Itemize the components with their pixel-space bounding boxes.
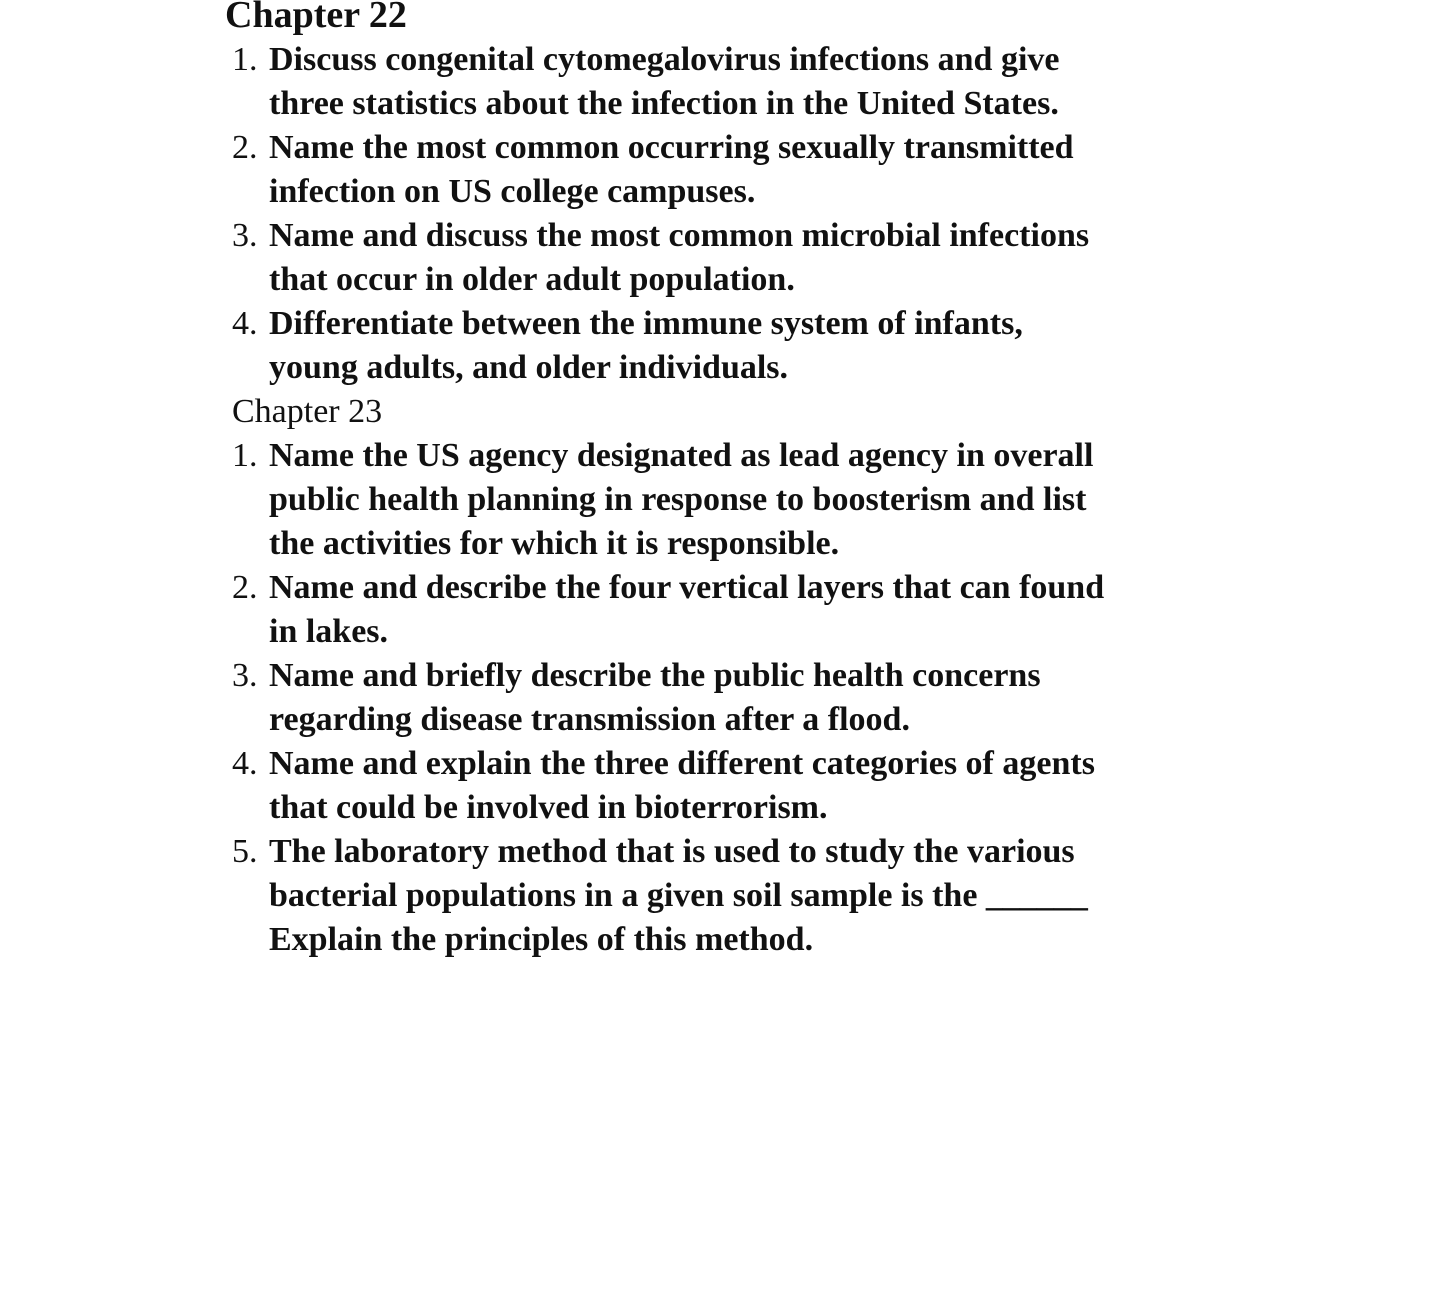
question-number: 1. <box>232 41 258 78</box>
question-number: 2. <box>232 569 258 606</box>
question-item <box>225 830 1225 962</box>
question-number: 3. <box>232 217 258 254</box>
document-body <box>225 0 1225 962</box>
question-text: Name and explain the three different categories of agents that could be involved in bioterrorism. <box>269 745 1095 826</box>
question-text: Name and discuss the most common microbial infections that occur in older adult population. <box>269 217 1090 298</box>
question-number: 4. <box>232 305 258 342</box>
question-item <box>225 434 1225 566</box>
question-number: 2. <box>232 129 258 166</box>
question-item <box>225 566 1225 654</box>
question-number: 1. <box>232 437 258 474</box>
chapter-23-heading: Chapter 23 <box>232 393 383 430</box>
question-item <box>225 742 1225 830</box>
chapter-22-question-list <box>225 38 1225 390</box>
question-text: The laboratory method that is used to study the various bacterial populations in a given soil sample is the ______ Explain the principles of this method. <box>269 833 1088 958</box>
question-item <box>225 302 1225 390</box>
question-item <box>225 654 1225 742</box>
question-number: 3. <box>232 657 258 694</box>
question-text: Discuss congenital cytomegalovirus infections and give three statistics about the infection in the United States. <box>269 41 1060 122</box>
question-number: 5. <box>232 833 258 870</box>
question-text: Name the US agency designated as lead agency in overall public health planning in response to boosterism and list the activities for which it is responsible. <box>269 437 1094 562</box>
question-item <box>225 214 1225 302</box>
question-text: Name and briefly describe the public health concerns regarding disease transmission after a flood. <box>269 657 1041 738</box>
question-item <box>225 126 1225 214</box>
chapter-22-heading: Chapter 22 <box>225 0 407 36</box>
question-number: 4. <box>232 745 258 782</box>
chapter-23-question-list <box>225 434 1225 962</box>
question-text: Name and describe the four vertical layers that can found in lakes. <box>269 569 1105 650</box>
question-item <box>225 38 1225 126</box>
question-text: Name the most common occurring sexually transmitted infection on US college campuses. <box>269 129 1074 210</box>
question-text: Differentiate between the immune system of infants, young adults, and older individuals. <box>269 305 1023 386</box>
